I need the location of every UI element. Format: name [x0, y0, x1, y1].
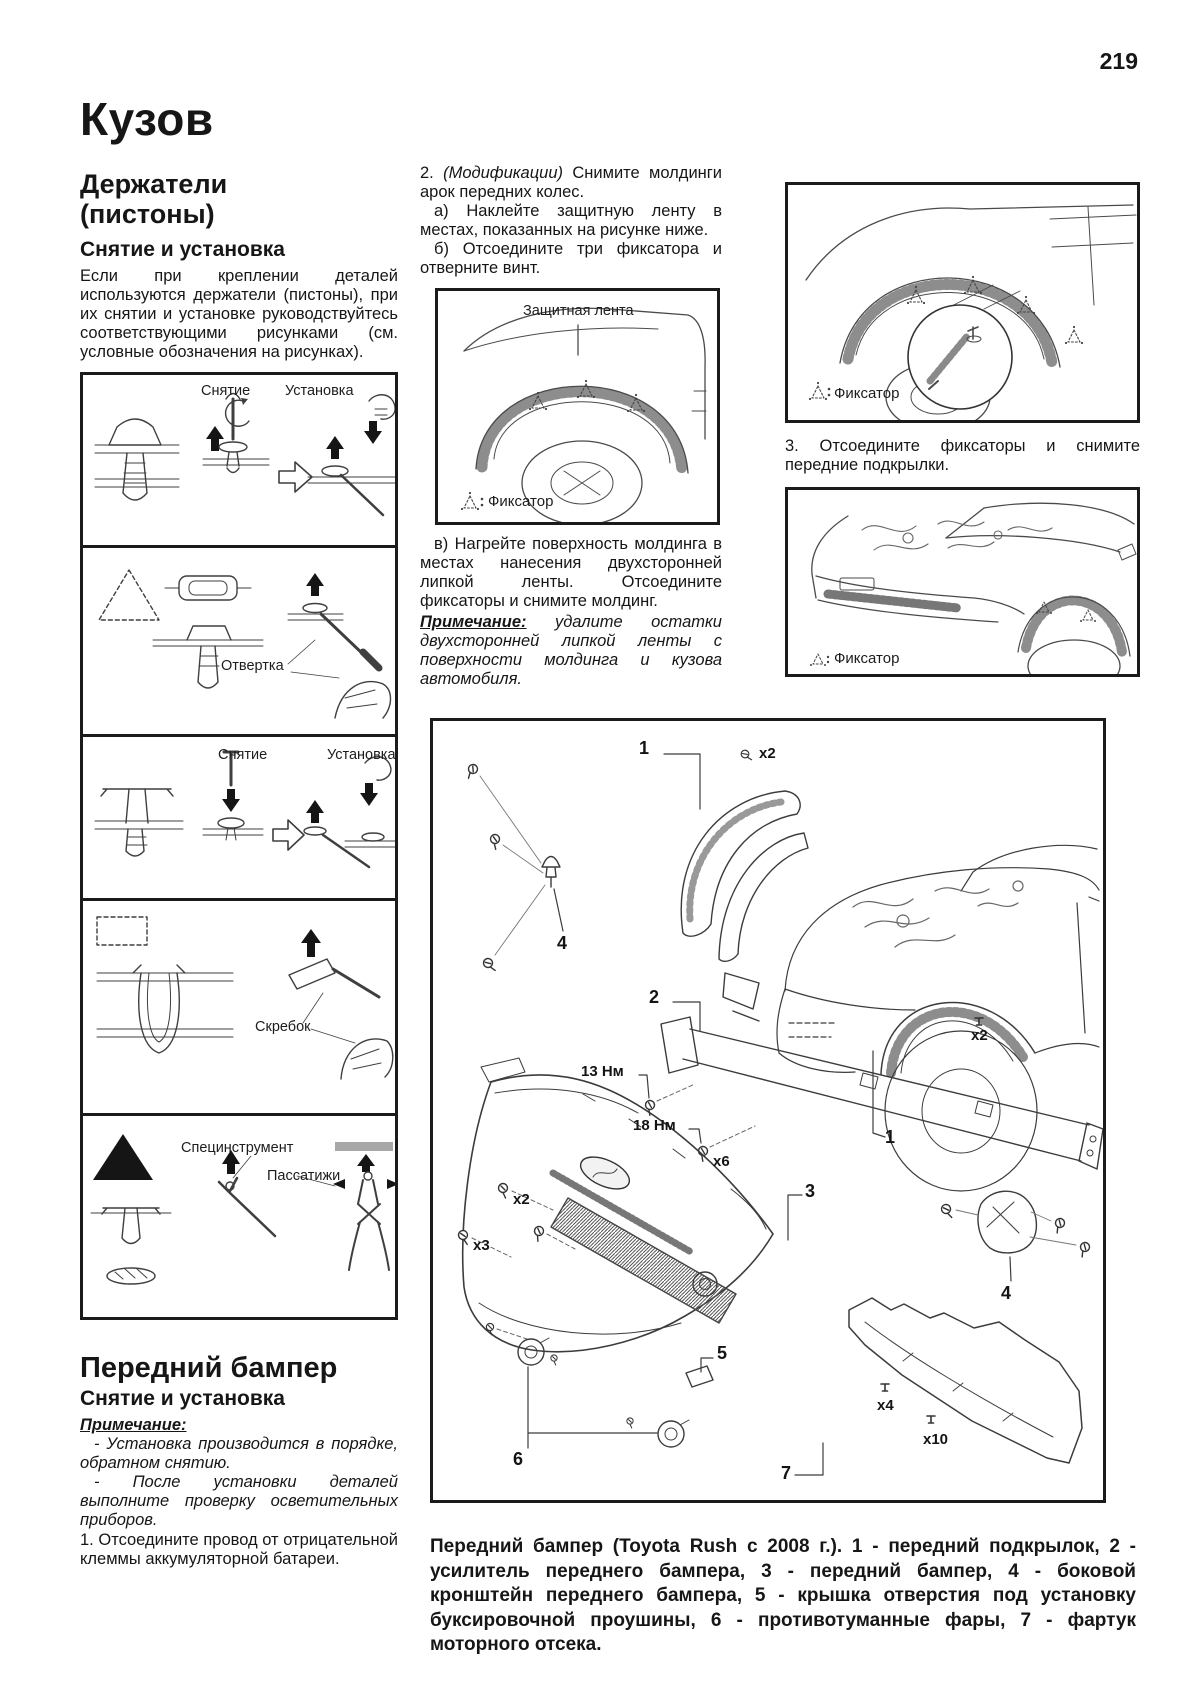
qty-wheel: x2 [971, 1027, 988, 1044]
hand-icon [335, 682, 391, 718]
clip-diagram-4 [80, 898, 398, 1116]
torque-18nm: 18 Нм [633, 1117, 676, 1134]
callout-4-right: 4 [1001, 1283, 1012, 1303]
holders-heading-line2: (пистоны) [80, 198, 215, 229]
scraper-icon [289, 959, 335, 989]
qty-apron-large: x10 [923, 1431, 949, 1448]
fixator-legend: Фиксатор [834, 650, 900, 667]
callout-7: 7 [781, 1463, 792, 1483]
callout-line-3 [788, 1195, 802, 1240]
fender-liner-parts [681, 791, 808, 1021]
fixator-legend: Фиксатор [834, 385, 900, 402]
callout-line-5 [701, 1358, 713, 1372]
clip-icon [927, 1416, 935, 1423]
up-arrow-icon [357, 1154, 375, 1172]
bolt-icon [499, 1184, 508, 1199]
hand-icon [341, 1039, 393, 1079]
note-text: удалите остатки двухсторонней липкой ленты с поверхности молдинга и кузова автомобиля. [420, 613, 722, 688]
qty-apron-small: x4 [877, 1397, 894, 1414]
note-1: - Установка производится в порядке, обратном снятию. [80, 1435, 398, 1472]
front-bumper-section [80, 1352, 398, 1569]
engine-apron [849, 1298, 1082, 1463]
callout-5: 5 [717, 1343, 728, 1363]
step-2-text: Снимите молдинги арок передних колес. [420, 164, 723, 201]
front-bumper-subheading: Снятие и установка [80, 1387, 285, 1410]
holders-heading-line1: Держатели [80, 169, 228, 199]
qty-reinforcement: x6 [713, 1153, 730, 1170]
step-2-number: 2. [420, 164, 434, 182]
protective-tape-figure [435, 288, 720, 525]
front-liner-figure [785, 487, 1140, 677]
clip-diagram-5 [80, 1113, 398, 1320]
fixator-triangle-icon [809, 382, 827, 400]
next-step-arrow-icon [273, 820, 304, 850]
side-bracket-left [463, 763, 563, 974]
right-column [785, 182, 1140, 677]
down-arrow-icon [222, 789, 240, 812]
callout-1-bottom: 1 [885, 1127, 896, 1147]
callout-line-7 [795, 1443, 823, 1475]
wheel-arch-tape-art [438, 291, 717, 522]
up-arrow-icon [301, 929, 321, 957]
side-bracket-right [940, 1191, 1091, 1281]
dashed-rectangle-icon [97, 917, 147, 945]
scraper-label: Скребок [255, 1019, 311, 1036]
page-number: 219 [1099, 48, 1138, 74]
fixator-triangle-icon [810, 654, 826, 666]
front-bumper-exploded-figure [430, 718, 1106, 1503]
holders-intro: Если при креплении деталей используются держатели (пистоны), при их снятии и установке руководствуйтесь соответствующими рисунками (см. условные обозначения на рисунках). [80, 267, 398, 362]
filled-triangle-icon [93, 1134, 153, 1180]
exploded-caption: Передний бампер (Toyota Rush с 2008 г.). 1 - передний подкрылок, 2 - усилитель переднего бампера, 3 - передний бампер, 4 - боковой кронштейн переднего бампера, 5 - крышка отверстия под установку буксировочной проушины, 6 - противотуманные фары, 7 - фартук моторного отсека. [430, 1536, 1136, 1655]
note-2: - После установки деталей выполните проверку осветительных приборов. [80, 1473, 398, 1529]
page-title: Кузов [80, 93, 214, 145]
clip-scraper-art [83, 901, 395, 1113]
note-label: Примечание: [420, 613, 527, 631]
step-2c: в) Нагрейте поверхность молдинга в местах нанесения двухсторонней липкой ленты. Отсоедините фиксаторы и снимите молдинг. [420, 535, 722, 610]
clip-screwdriver-art [83, 548, 395, 734]
up-arrow-icon [206, 426, 224, 451]
protective-tape-label: Защитная лента [523, 303, 634, 319]
molding-fixators-figure [785, 182, 1140, 423]
install-label: Установка [327, 747, 396, 764]
up-arrow-icon [306, 800, 324, 823]
clip-icon [881, 1384, 889, 1391]
panel-bar-icon [335, 1142, 393, 1151]
callout-line-1-top [664, 754, 700, 809]
down-arrow-icon [364, 421, 382, 444]
special-tool-icon [219, 1178, 275, 1236]
callout-4-left: 4 [557, 933, 568, 953]
pry-tool-icon [341, 475, 383, 515]
car-front-liner-art [788, 490, 1137, 674]
callout-2: 2 [649, 987, 660, 1007]
step-1: 1. Отсоедините провод от отрицательной клеммы аккумуляторной батареи. [80, 1531, 398, 1568]
screwdriver-label: Отвертка [221, 658, 284, 675]
step-3: 3. Отсоедините фиксаторы и снимите передние подкрылки. [785, 437, 1140, 474]
tow-hole-cover [686, 1366, 713, 1387]
torque-13nm: 13 Нм [581, 1063, 624, 1080]
callout-1-top: 1 [639, 738, 650, 758]
removal-label: Снятие [218, 747, 268, 764]
up-arrow-icon [326, 436, 344, 459]
step-2b: б) Отсоедините три фиксатора и отверните винт. [420, 240, 722, 277]
clip-diagram-1 [80, 372, 398, 548]
tape-hatch [482, 392, 682, 471]
fixator-triangle-icon [461, 492, 479, 510]
callout-6: 6 [513, 1449, 524, 1469]
qty-bumper-lower: x3 [473, 1237, 490, 1254]
zoom-inset-circle [908, 305, 1012, 409]
special-tool-label: Специнструмент [181, 1140, 294, 1157]
fog-lamps [518, 1338, 689, 1448]
bolt-icon [531, 1225, 544, 1242]
callout-3: 3 [805, 1181, 816, 1201]
pliers-icon [358, 1180, 378, 1204]
next-step-arrow-icon [279, 462, 312, 492]
step-2-modifications: (Модификации) [443, 164, 564, 182]
pliers-label: Пассатижи [267, 1168, 341, 1185]
left-column [80, 92, 398, 1320]
holders-subheading: Снятие и установка [80, 238, 285, 262]
pry-tool-icon [323, 835, 369, 867]
qty-top: x2 [759, 745, 776, 762]
side-arrows-icon [333, 1179, 395, 1189]
install-label: Установка [285, 383, 354, 400]
front-bumper-exploded-art [433, 721, 1103, 1500]
up-arrow-icon [306, 573, 324, 596]
grille [551, 1198, 736, 1323]
clip-removal-install-art-1 [83, 375, 395, 545]
removal-label: Снятие [201, 383, 251, 400]
fixator-legend: Фиксатор [488, 493, 554, 510]
step-2 [420, 164, 722, 202]
middle-column [420, 164, 722, 689]
bumper-fascia [463, 1058, 773, 1352]
clip-diagram-3 [80, 734, 398, 901]
clip-diagram-2 [80, 545, 398, 737]
step-2a: а) Наклейте защитную ленту в местах, показанных на рисунке ниже. [420, 202, 722, 239]
bumper-reinforcement [661, 1017, 1103, 1169]
dashed-triangle-icon [99, 570, 159, 620]
callout-line-2 [673, 1002, 700, 1031]
clip-icon [740, 749, 753, 763]
qty-bumper-upper: x2 [513, 1191, 530, 1208]
callout-line-1-bottom [873, 1051, 885, 1137]
down-arrow-icon [360, 783, 378, 806]
front-bumper-heading: Передний бампер [80, 1352, 338, 1384]
note-label: Примечание: [80, 1416, 187, 1434]
car-body-sketch [777, 845, 1099, 1191]
